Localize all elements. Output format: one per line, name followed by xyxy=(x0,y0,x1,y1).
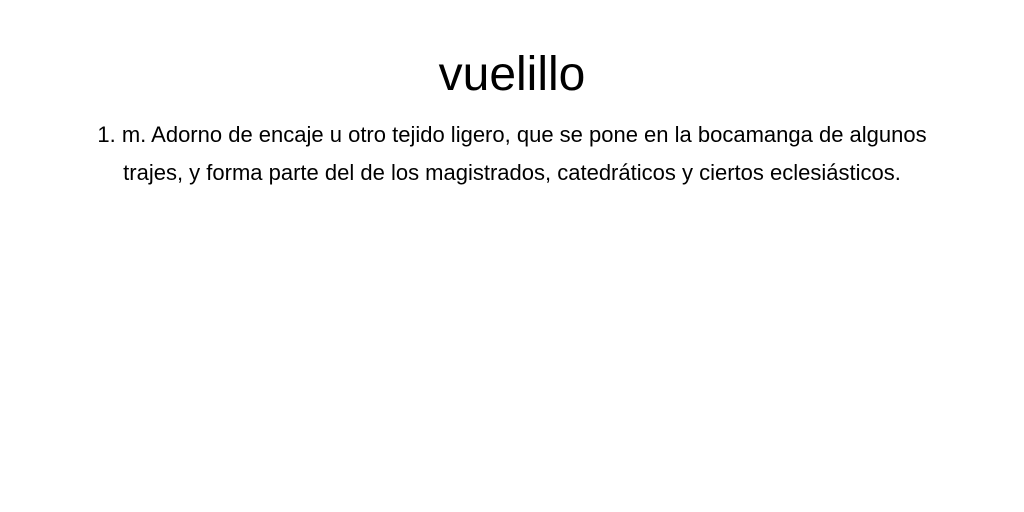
entry-word: vuelillo xyxy=(438,48,586,101)
entry-definition: 1. m. Adorno de encaje u otro tejido ligero, que se pone en la bocamanga de algunos trajes, y forma parte del de los magistrados, catedráticos y ciertos eclesiásticos. xyxy=(97,122,927,185)
